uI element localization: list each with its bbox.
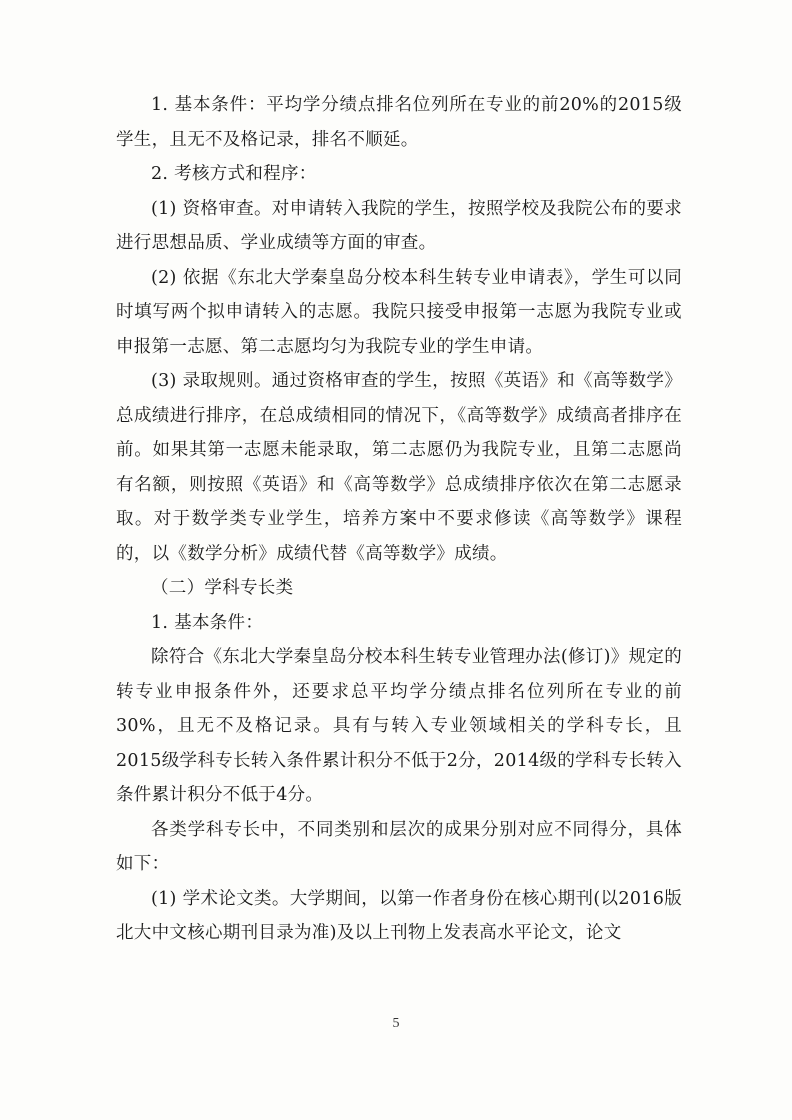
paragraph-qualification-review: (1) 资格审查。对申请转入我院的学生，按照学校及我院公布的要求进行思想品质、学业成绩等方面的审查。: [116, 198, 682, 253]
section-heading-subject-expertise: （二）学科专长类: [151, 578, 294, 598]
paragraph-assessment-heading: 2. 考核方式和程序：: [151, 164, 317, 184]
paragraph-basic-conditions-heading: 1. 基本条件：: [151, 612, 264, 633]
paragraph-expertise-requirements: 除符合《东北大学秦皇岛分校本科生转专业管理办法(修订)》规定的转专业申报条件外，还要求总平均学分绩点排名位列所在专业的前30%，且无不及格记录。具有与转入专业领域相关的学科专长，且2015级学科专长转入条件累计积分不低于2分，2014级的学科专长转入条件累计积分不低于4分。: [116, 647, 682, 805]
document-body: [116, 88, 682, 951]
page-number: 5: [392, 1016, 400, 1031]
paragraph-basic-conditions: 1. 基本条件：平均学分绩点排名位列所在专业的前20%的2015级学生，且无不及格记录，排名不顺延。: [116, 95, 682, 150]
paragraph-admission-rules: (3) 录取规则。通过资格审查的学生，按照《英语》和《高等数学》总成绩进行排序，在总成绩相同的情况下，《高等数学》成绩高者排序在前。如果其第一志愿未能录取，第二志愿仍为我院专业，且第二志愿尚有名额，则按照《英语》和《高等数学》总成绩排序依次在第二志愿录取。对于数学类专业学生，培养方案中不要求修读《高等数学》课程的，以《数学分析》成绩代替《高等数学》成绩。: [116, 371, 682, 564]
paragraph-application-form: (2) 依据《东北大学秦皇岛分校本科生转专业申请表》，学生可以同时填写两个拟申请转入的志愿。我院只接受申报第一志愿为我院专业或申报第一志愿、第二志愿均匀为我院专业的学生申请。: [116, 267, 682, 357]
paragraph-scoring-intro: 各类学科专长中，不同类别和层次的成果分别对应不同得分，具体如下：: [116, 819, 682, 874]
paragraph-academic-papers: (1) 学术论文类。大学期间，以第一作者身份在核心期刊(以2016版北大中文核心期刊目录为准)及以上刊物上发表高水平论文，论文: [116, 888, 682, 943]
